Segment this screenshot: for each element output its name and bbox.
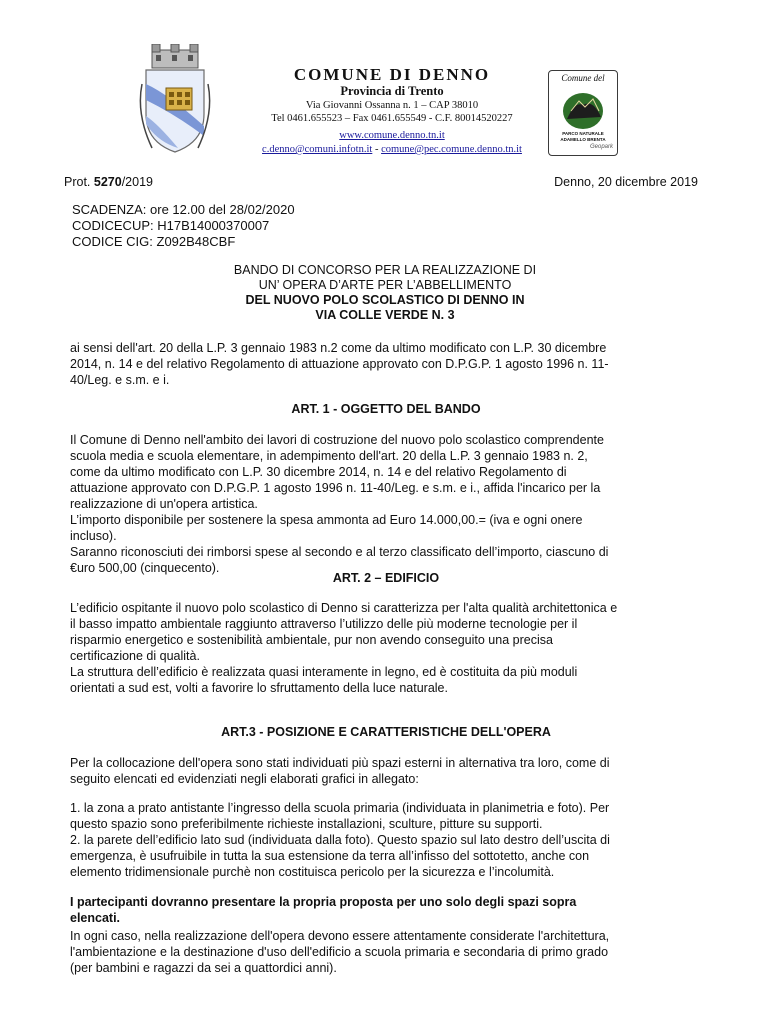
art3-paragraph-3: In ogni caso, nella realizzazione dell'opera devono essere attentamente considerate l'architettura, l'ambientazione e la destinazione d'uso dell'edificio a scuola primaria e secondaria di primo grado (per bambini e ragazzi da sei a quattordici anni). — [70, 929, 610, 975]
art3-paragraph-2: 1. la zona a prato antistante l’ingresso della scuola primaria (individuata in planimetria e foto). Per questo spazio sono preferibilmente richieste installazioni, sculture, pitture su supporti. 2. la parete dell’edificio lato sud (individuata dalla foto). Questo spazio sul lato destro dell’uscita di emergenza, è usufruibile in tutta la sua estensione da terra all’infisso del sottotetto, anche con elemento tridimensionale purchè non costituisca pericolo per la sicurezza e l’incolumità. — [70, 801, 610, 879]
art3-paragraph-1: Per la collocazione dell'opera sono stati individuati più spazi esterni in alternativa tra loro, come di seguito elencati ed evidenziati negli elaborati grafici in allegato: — [70, 756, 610, 786]
art3-bold-note: I partecipanti dovranno presentare la propria proposta per uno solo degli spazi sopra elencati. — [70, 895, 577, 925]
art3-heading: ART.3 - POSIZIONE E CARATTERISTICHE DELL'OPERA — [221, 725, 551, 739]
art1-paragraph: Il Comune di Denno nell'ambito dei lavori di costruzione del nuovo polo scolastico comprendente scuola media e scuola elementare, in adempimento dell'art. 20 della L.P. 3 gennaio 1983 n. 2, come da ultimo modificato con L.P. 30 dicembre 2014, n. 14 e del relativo Regolamento di attuazione approvato con D.P.G.P. 1 agosto 1996 n. 11-40/Leg. e s.m. e i., affida l'incarico per la realizzazione di un'opera artistica. L’importo disponibile per sostenere la spesa ammonta ad Euro 14.000,00.= (iva e ogni onere incluso). Saranno riconosciuti dei rimborsi spese al secondo e al terzo classificato dell’importo, ciascuno di €uro 500,00 (cinquecento). — [70, 433, 609, 575]
document-date: Denno, 20 dicembre 2019 — [554, 175, 698, 189]
cup-code: CODICECUP: H17B14000370007 — [72, 218, 270, 233]
cig-code: CODICE CIG: Z092B48CBF — [72, 234, 236, 249]
title-line-3: DEL NUOVO POLO SCOLASTICO DI DENNO IN — [245, 293, 525, 307]
municipality-title: COMUNE DI DENNO — [293, 65, 491, 84]
park-logo-top-text: Comune del — [561, 73, 605, 83]
art2-heading: ART. 2 – EDIFICIO — [332, 571, 440, 585]
phone-fax-line: Tel 0461.655523 – Fax 0461.655549 - C.F. 80014520227 — [271, 113, 513, 124]
title-line-2: UN’ OPERA D’ARTE PER L’ABBELLIMENTO — [258, 278, 512, 292]
municipal-crest-icon — [138, 44, 212, 156]
email-link-2[interactable]: comune@pec.comune.denno.tn.it — [381, 144, 522, 155]
protocol-number: Prot. 5270/2019 — [64, 175, 153, 189]
email-link-1[interactable]: c.denno@comuni.infotn.it — [262, 144, 373, 155]
art1-heading: ART. 1 - OGGETTO DEL BANDO — [291, 402, 481, 416]
park-logo-signature: Geopark — [589, 144, 613, 150]
park-logo — [548, 70, 618, 156]
address-line: Via Giovanni Ossanna n. 1 – CAP 38010 — [305, 100, 479, 111]
website-link[interactable]: www.comune.denno.tn.it — [339, 130, 445, 141]
art2-paragraph: L’edificio ospitante il nuovo polo scolastico di Denno si caratterizza per l'alta qualità architettonica e il basso impatto ambientale raggiunto attraverso l’utilizzo delle più moderne tecnologie per il risparmio energetico e sostenibilità ambientale, pur non avendo conseguito una precisa certificazione di qualità. La struttura dell’edificio è realizzata quasi interamente in legno, ed è costituita da più moduli orientati a sud est, volti a favorire lo sfruttamento della luce naturale. — [70, 601, 618, 695]
intro-paragraph: ai sensi dell'art. 20 della L.P. 3 gennaio 1983 n.2 come da ultimo modificato con L.P. 30 dicembre 2014, n. 14 e del relativo Regolamento di attuazione approvato con D.P.G.P. 1 agosto 1996 n. 11- 40/Leg. e s.m. e i. — [70, 341, 609, 387]
title-line-4: VIA COLLE VERDE N. 3 — [315, 308, 455, 322]
park-logo-caption: PARCO NATURALE ADAMELLO BRENTA — [560, 131, 606, 142]
email-separator: - — [372, 144, 382, 155]
letterhead — [222, 66, 562, 156]
title-line-1: BANDO DI CONCORSO PER LA REALIZZAZIONE DI — [233, 263, 537, 277]
deadline: SCADENZA: ore 12.00 del 28/02/2020 — [72, 202, 295, 217]
province-name: Provincia di Trento — [340, 84, 444, 98]
